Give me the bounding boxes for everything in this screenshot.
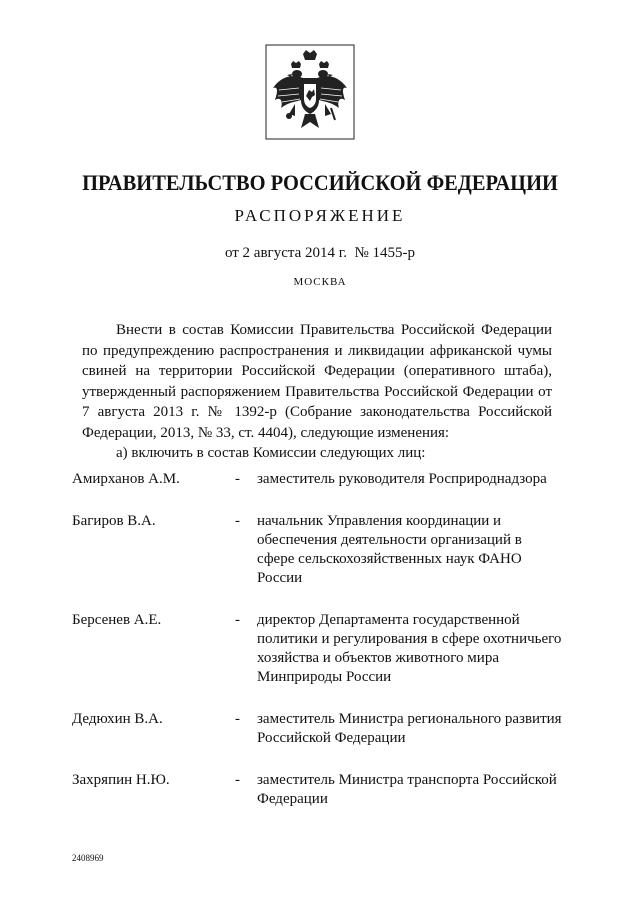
member-dash: - — [235, 772, 240, 788]
member-name: Амирханов А.М. — [72, 471, 180, 487]
member-name: Дедюхин В.А. — [72, 711, 163, 727]
member-role: заместитель Министра регионального развития Российской Федерации — [257, 711, 562, 746]
member-entry — [72, 470, 562, 489]
member-dash: - — [235, 612, 240, 628]
document-type: РАСПОРЯЖЕНИЕ — [234, 206, 406, 225]
member-role: начальник Управления координации и обеспечения деятельности организаций в сфере сельскохозяйственных наук ФАНО России — [257, 513, 522, 586]
member-entry — [72, 611, 562, 687]
item-a-paragraph: а) включить в состав Комиссии следующих лиц: — [116, 445, 426, 461]
document-registration-number: 2408969 — [72, 853, 104, 863]
member-name: Берсенев А.Е. — [72, 612, 162, 628]
document-city: МОСКВА — [293, 276, 347, 288]
member-role: заместитель Министра транспорта Российской Федерации — [257, 772, 557, 807]
member-name: Захряпин Н.Ю. — [72, 772, 170, 788]
intro-paragraph: Внести в состав Комиссии Правительства Российской Федерации по предупреждению распространения и ликвидации африканской чумы свиней на территории Российской Федерации (оперативного штаба), утвержденный распоряжением Правительства Российской Федерации от 7 августа 2013 г. № 1392-р (Собрание законодательства Российской Федерации, 2013, № 33, ст. 4404), следующие изменения: — [82, 322, 552, 441]
member-dash: - — [235, 513, 240, 529]
member-entry — [72, 512, 562, 588]
document-body — [82, 320, 552, 464]
member-role: заместитель руководителя Росприроднадзора — [257, 471, 547, 487]
member-entry — [72, 710, 562, 748]
member-dash: - — [235, 711, 240, 727]
government-title: ПРАВИТЕЛЬСТВО РОССИЙСКОЙ ФЕДЕРАЦИИ — [82, 170, 558, 195]
member-role: директор Департамента государственной политики и регулирования в сфере охотничьего хозяйства и объектов животного мира Минприроды России — [257, 612, 562, 685]
member-dash: - — [235, 471, 240, 487]
coat-of-arms-icon — [265, 44, 355, 140]
member-name: Багиров В.А. — [72, 513, 156, 529]
member-entry — [72, 771, 562, 809]
document-date-number: от 2 августа 2014 г. № 1455-р — [224, 245, 416, 261]
member-list — [72, 470, 562, 832]
